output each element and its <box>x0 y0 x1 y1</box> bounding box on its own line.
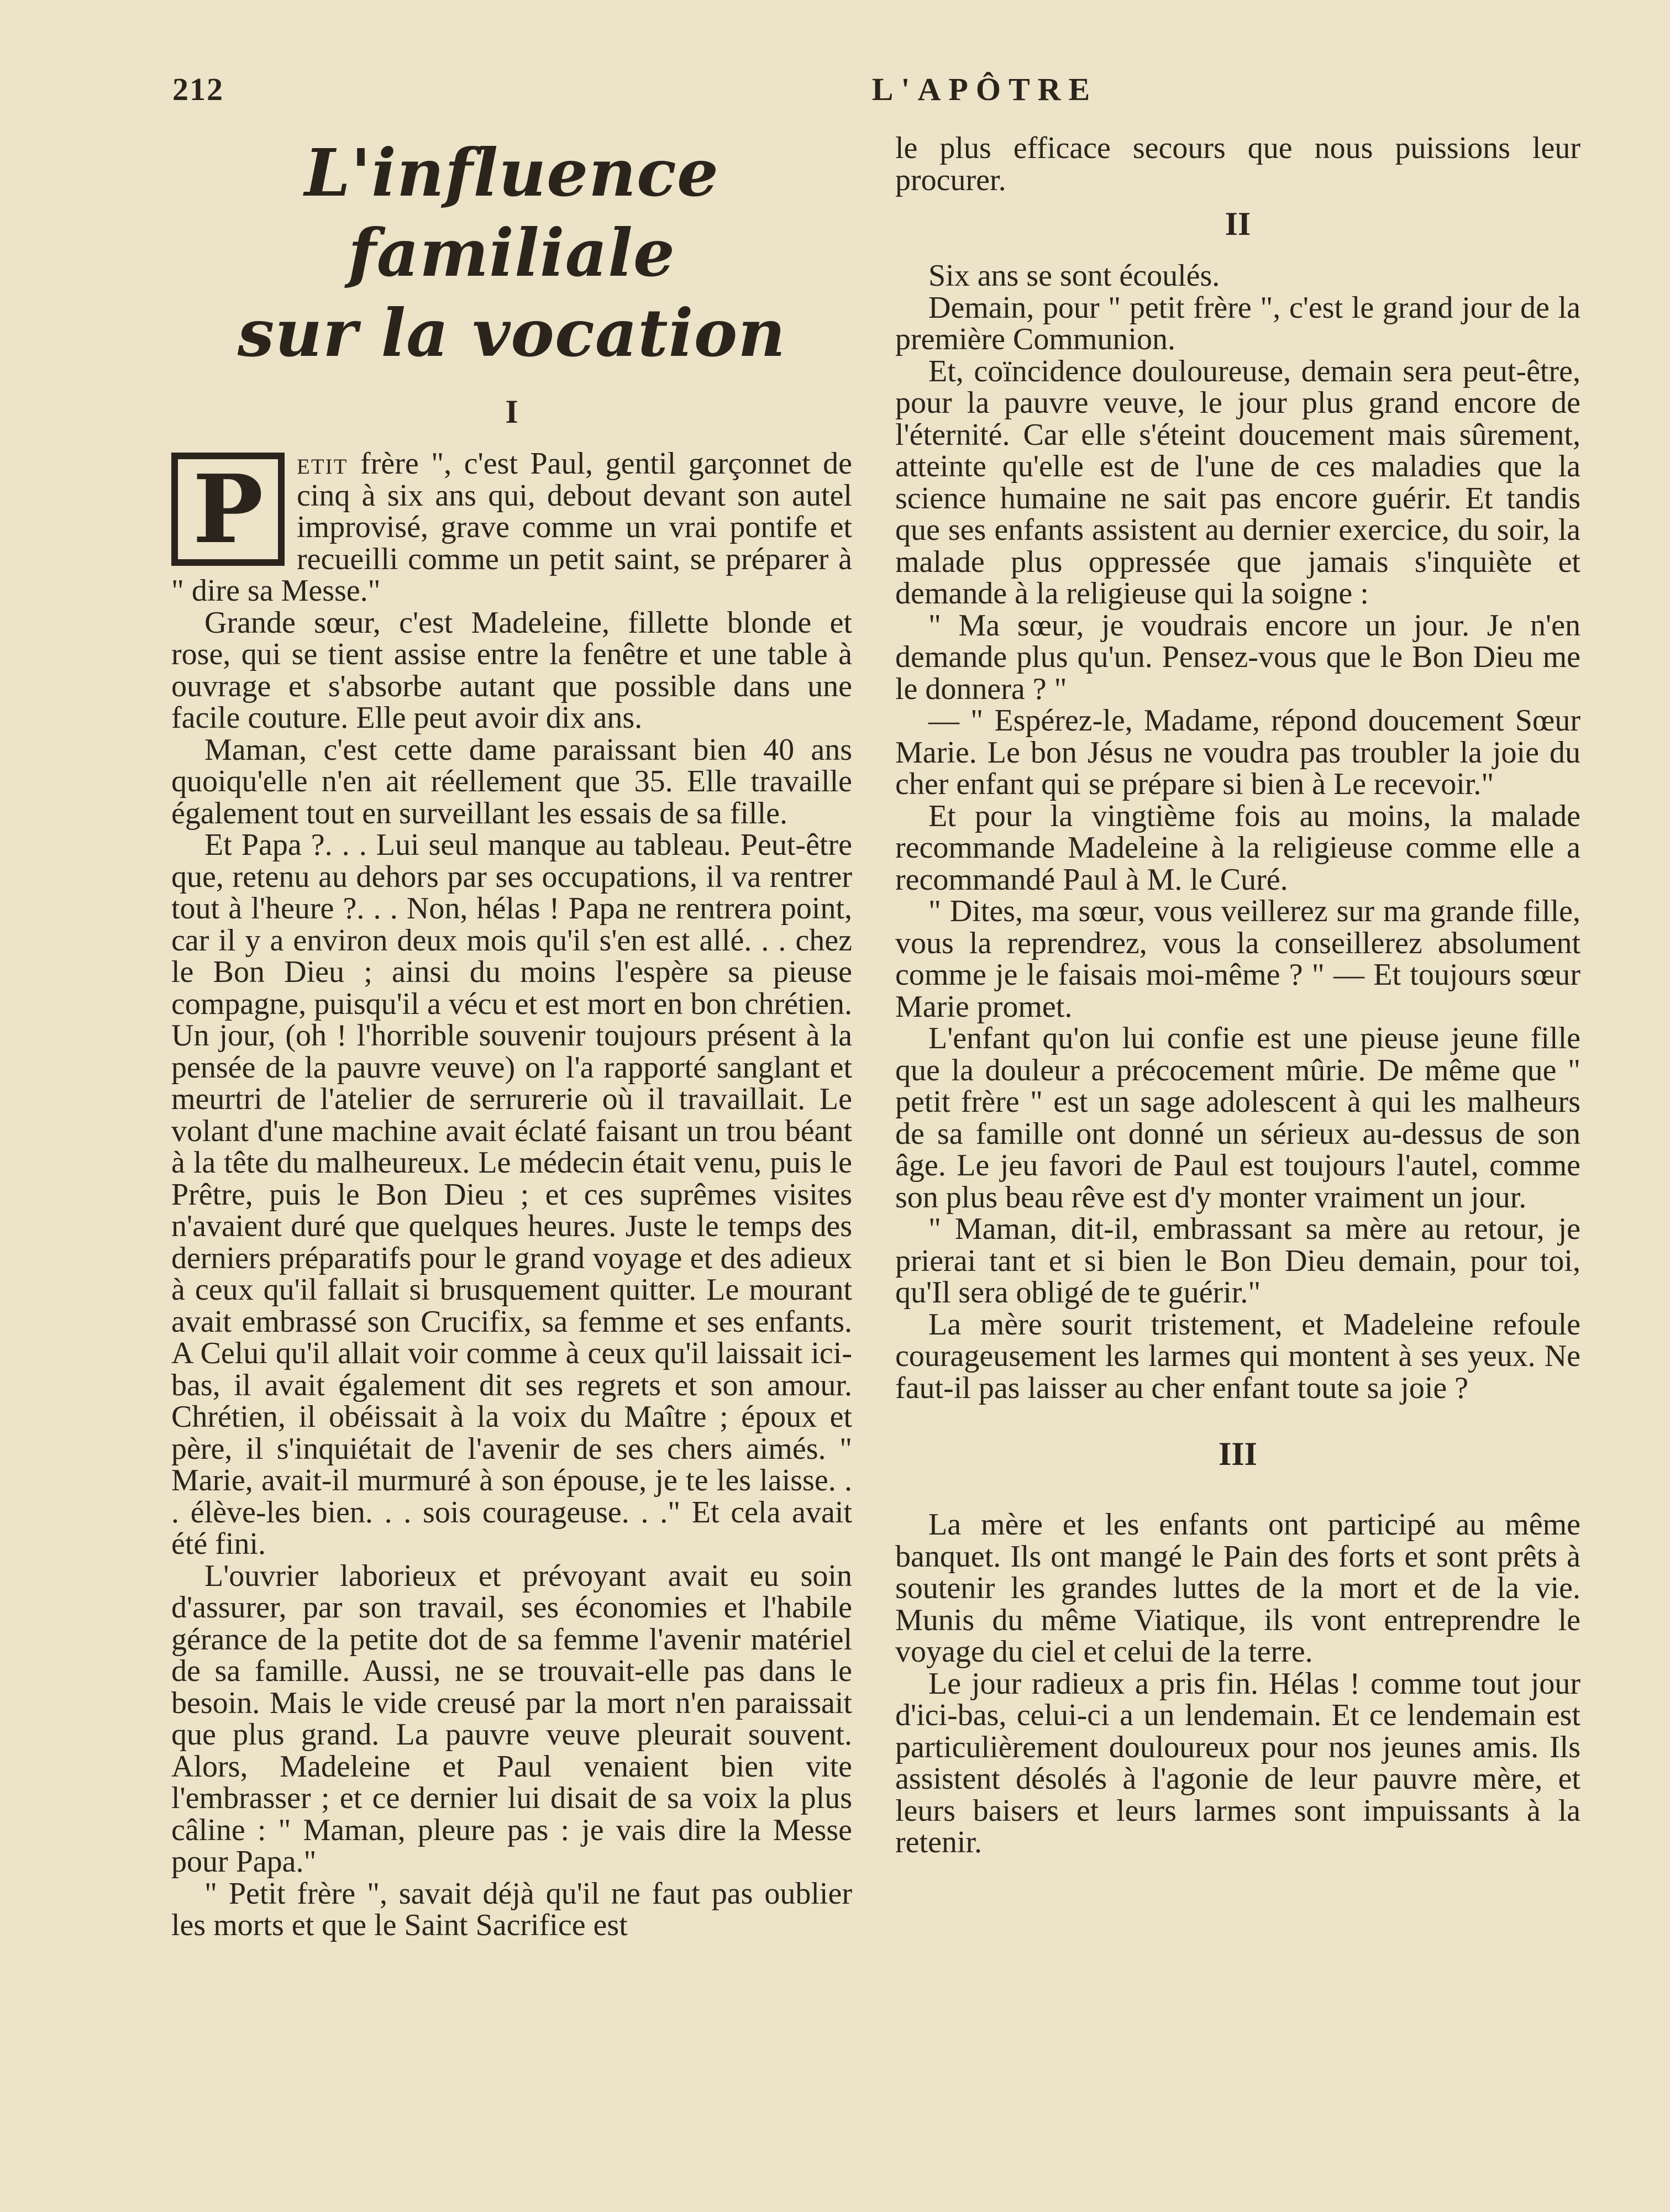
paragraph: " Maman, dit-il, embrassant sa mère au retour, je prierai tant et si bien le Bon Dieu demain, pour toi, qu'Il sera obligé de te guérir." <box>895 1212 1580 1310</box>
dropcap-rest: etit <box>297 446 348 481</box>
paragraph: L'ouvrier laborieux et prévoyant avait eu soin d'assurer, par son travail, ses économies et l'habile gérance de la petite dot de sa femme l'avenir matériel de sa famille. Aussi, ne se trouvait-elle pas dans le besoin. Mais le vide creusé par la mort n'en paraissait que plus grand. La pauvre veuve pleurait souvent. Alors, Madeleine et Paul venaient bien vite l'embrasser ; et ce dernier lui disait de sa voix la plus câline : " Maman, pleure pas : je vais dire la Messe pour Papa." <box>171 1558 852 1879</box>
section-numeral-3: III <box>1218 1436 1258 1472</box>
paragraph: Six ans se sont écoulés. <box>928 259 1220 293</box>
article-title <box>171 133 852 373</box>
paragraph: Et pour la vingtième fois au moins, la malade recommande Madeleine à la religieuse comme elle a recommandé Paul à M. le Curé. <box>895 798 1580 897</box>
opening-text: frère ", c'est Paul, gentil garçonnet de cinq à six ans qui, debout devant son autel improvisé, grave comme un vrai pontife et recueilli comme un petit saint, se préparer à " dire sa Messe." <box>171 446 852 608</box>
paragraph: " Petit frère ", savait déjà qu'il ne faut pas oublier les morts et que le Saint Sacrifice est <box>171 1876 852 1942</box>
dropcap-letter: P <box>192 454 264 565</box>
title-line-2: sur la vocation <box>237 295 786 371</box>
right-column <box>895 133 1580 1859</box>
paragraph-continuation: le plus efficace secours que nous puissions leur procurer. <box>895 131 1580 197</box>
section-numeral-1: I <box>505 393 518 430</box>
page-number: 212 <box>172 71 224 107</box>
paragraph-opening <box>171 448 852 607</box>
left-column <box>171 133 852 1942</box>
paragraph: Demain, pour " petit frère ", c'est le grand jour de la première Communion. <box>895 290 1580 356</box>
dropcap-ornament <box>171 453 285 566</box>
paragraph: Et, coïncidence douloureuse, demain sera peut-être, pour la pauvre veuve, le jour plus grand encore de l'éternité. Car elle s'éteint doucement mais sûrement, atteinte qu'elle est de l'une de ces maladies que la science humaine ne sait pas encore guérir. Et tandis que ses enfants assistent au dernier exercice, du soir, la malade plus oppressée que jamais s'inquiète et demande à la religieuse qui la soigne : <box>895 354 1580 611</box>
paragraph: Maman, c'est cette dame paraissant bien 40 ans quoiqu'elle n'en ait réellement que 35. Elle travaille également tout en surveillant les essais de sa fille. <box>171 732 852 831</box>
running-head <box>172 65 1576 115</box>
journal-title: L'APÔTRE <box>871 71 1098 107</box>
section-numeral-2: II <box>1225 206 1251 242</box>
paragraph: Le jour radieux a pris fin. Hélas ! comme tout jour d'ici-bas, celui-ci a un lendemain. Et ce lendemain est particulièrement douloureux pour nos jeunes amis. Ils assistent désolés à l'agonie de leur pauvre mère, et leurs baisers et leurs larmes sont impuissants à la retenir. <box>895 1666 1580 1859</box>
paragraph: — " Espérez-le, Madame, répond doucement Sœur Marie. Le bon Jésus ne voudra pas troubler la joie du cher enfant qui se prépare si bien à Le recevoir." <box>895 703 1580 801</box>
paragraph: L'enfant qu'on lui confie est une pieuse jeune fille que la douleur a précocement mûrie. De même que " petit frère " est un sage adolescent à qui les malheurs de sa famille ont donné un sérieux au-dessus de son âge. Le jeu favori de Paul est toujours l'autel, comme son plus beau rêve est d'y monter vraiment un jour. <box>895 1021 1580 1215</box>
paragraph: " Ma sœur, je voudrais encore un jour. Je n'en demande plus qu'un. Pensez-vous que le Bon Dieu me le donnera ? " <box>895 608 1580 706</box>
paragraph: Et Papa ?. . . Lui seul manque au tableau. Peut-être que, retenu au dehors par ses occupations, il va rentrer tout à l'heure ?. . . Non, hélas ! Papa ne rentrera point, car il y a environ deux mois qu'il s'en est allé. . . chez le Bon Dieu ; ainsi du moins l'espère sa pieuse compagne, puisqu'il a vécu et est mort en bon chrétien. Un jour, (oh ! l'horrible souvenir toujours présent à la pensée de la pauvre veuve) on l'a rapporté sanglant et meurtri de l'atelier de serrurerie où il travaillait. Le volant d'une machine avait éclaté faisant un trou béant à la tête du malheureux. Le médecin était venu, puis le Prêtre, puis le Bon Dieu ; et ces suprêmes visites n'avaient duré que quelques heures. Juste le temps des derniers préparatifs pour le grand voyage et des adieux à ceux qu'il fallait si brusquement quitter. Le mourant avait embrassé son Crucifix, sa femme et ses enfants. A Celui qu'il allait voir comme à ceux qu'il laissait ici-bas, il avait également dit ses regrets et son amour. Chrétien, il obéissait à la voix du Maître ; époux et père, il s'inquiétait de l'avenir de ses chers aimés. " Marie, avait-il murmuré à son épouse, je te les laisse. . . élève-les bien. . . sois courageuse. . ." Et cela avait été fini. <box>171 828 852 1561</box>
paragraph: Grande sœur, c'est Madeleine, fillette blonde et rose, qui se tient assise entre la fenêtre et une table à ouvrage et s'absorbe autant que possible dans une facile couture. Elle peut avoir dix ans. <box>171 605 852 735</box>
paragraph: La mère et les enfants ont participé au même banquet. Ils ont mangé le Pain des forts et sont prêts à soutenir les grandes luttes de la mort et de la vie. Munis du même Viatique, ils vont entreprendre le voyage du ciel et celui de la terre. <box>895 1507 1580 1669</box>
paragraph: La mère sourit tristement, et Madeleine refoule courageusement les larmes qui montent à ses yeux. Ne faut-il pas laisser au cher enfant toute sa joie ? <box>895 1307 1580 1405</box>
title-line-1: L'influence familiale <box>304 134 719 291</box>
paragraph: " Dites, ma sœur, vous veillerez sur ma grande fille, vous la reprendrez, vous la conseillerez absolument comme je le faisais moi-même ? " — Et toujours sœur Marie promet. <box>895 894 1580 1024</box>
